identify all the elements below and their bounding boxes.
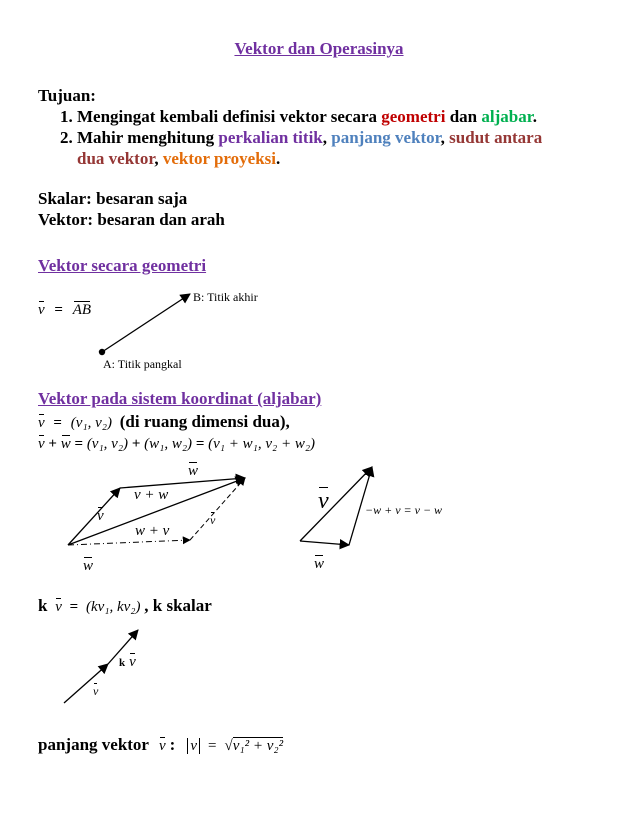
- math-tuple: (v₁ + w₁, v₂ + w₂): [208, 436, 316, 452]
- label-point-a: A: Titik pangkal: [103, 357, 182, 371]
- vector-w-top: [120, 478, 245, 488]
- fig-label-v-right: v: [210, 513, 216, 527]
- math-v: v: [38, 415, 45, 431]
- fig3-label-kv: k v: [119, 654, 136, 670]
- label-point-b: B: Titik akhir: [193, 290, 258, 304]
- math-k: k: [38, 596, 48, 615]
- math-colon: :: [169, 735, 176, 754]
- vector-v-right: [190, 478, 245, 540]
- vektor-definition: Vektor: besaran dan arah: [38, 210, 225, 229]
- math-sqrt-sign: √: [224, 738, 233, 754]
- vector-w: [300, 541, 349, 545]
- fig2-label-w: w: [314, 556, 325, 572]
- scalar-multiple-diagram: [64, 630, 138, 703]
- vector-v-left: [68, 488, 120, 545]
- item-text: ,: [322, 128, 332, 147]
- section-heading-aljabar: Vektor pada sistem koordinat (aljabar): [38, 389, 322, 408]
- keyword-sudut-antara: sudut antara: [449, 128, 543, 147]
- math-w: w: [60, 436, 71, 452]
- math-tuple: (kv₁, kv₂): [85, 599, 141, 615]
- math-abs-v: v: [187, 738, 200, 754]
- math-eq: =: [54, 302, 63, 318]
- formula-note: (di ruang dimensi dua),: [119, 412, 290, 431]
- math-ab: AB: [72, 302, 92, 318]
- item-text: .: [532, 107, 537, 126]
- section-heading-geometri: Vektor secara geometri: [38, 256, 207, 275]
- fig2-label-v: v: [318, 488, 329, 514]
- fig-label-w-bottom: w: [83, 558, 94, 574]
- math-plus: +: [131, 436, 141, 452]
- item-text: .: [276, 149, 281, 168]
- fig-label-w-top: w: [188, 463, 199, 479]
- panjang-label: panjang vektor: [38, 735, 149, 754]
- item-text: dan: [445, 107, 482, 126]
- triangle-diagram: [300, 467, 372, 545]
- vector-w-bottom: [68, 540, 190, 545]
- keyword-vektor-proyeksi: vektor proyeksi: [162, 149, 276, 168]
- item-text: Mahir menghitung: [77, 128, 219, 147]
- keyword-geometri: geometri: [381, 107, 446, 126]
- math-eq: =: [195, 436, 205, 452]
- keyword-aljabar: aljabar: [481, 107, 533, 126]
- vector-v-short: [64, 664, 108, 703]
- item-text: ,: [154, 149, 163, 168]
- vector-kv: [108, 630, 138, 664]
- fig3-label-v: v: [93, 684, 99, 698]
- item-number: 2.: [60, 128, 73, 147]
- math-eq: =: [69, 599, 79, 615]
- page-title: Vektor dan Operasinya: [234, 39, 404, 58]
- math-plus: +: [48, 436, 57, 452]
- math-v: v: [38, 436, 45, 452]
- math-v: v: [38, 302, 45, 318]
- math-tuple: (v₁, v₂): [70, 415, 112, 431]
- math-v: v: [158, 738, 166, 754]
- math-v: v: [55, 599, 62, 615]
- formula-note: , k skalar: [144, 596, 212, 615]
- item-text: ,: [440, 128, 450, 147]
- point-a-dot: [99, 349, 105, 355]
- math-eq: =: [208, 738, 217, 754]
- keyword-perkalian-titik: perkalian titik: [218, 128, 323, 147]
- fig-label-w-plus-v: w + v: [135, 523, 170, 539]
- fig-label-v-plus-w: v + w: [134, 487, 169, 503]
- item-text: Mengingat kembali definisi vektor secara: [77, 107, 382, 126]
- keyword-panjang-vektor: panjang vektor: [331, 128, 441, 147]
- keyword-dua-vektor: dua vektor: [77, 149, 155, 168]
- item-number: 1.: [60, 107, 73, 126]
- math-tuple: (v₁, v₂): [86, 436, 129, 452]
- tujuan-heading: Tujuan:: [38, 86, 96, 105]
- math-eq: =: [74, 436, 84, 452]
- math-eq: =: [53, 415, 62, 431]
- geometric-vector-arrow: [99, 294, 190, 355]
- fig-label-v-left: v: [97, 508, 104, 524]
- math-tuple: (w₁, w₂): [144, 436, 193, 452]
- fig2-label-expr: −w + v = v − w: [365, 503, 443, 517]
- parallelogram-diagram: [68, 478, 245, 545]
- math-radicand: v₁² + v₂²: [232, 738, 284, 754]
- vector-v-plus-w: [68, 478, 245, 545]
- skalar-definition: Skalar: besaran saja: [38, 189, 188, 208]
